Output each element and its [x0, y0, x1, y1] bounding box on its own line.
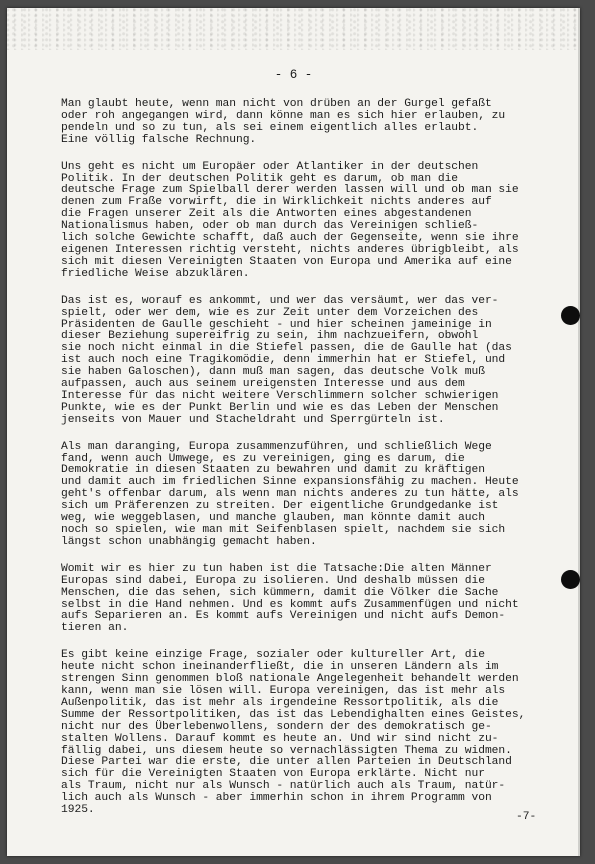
- text-line: Womit wir es hier zu tun haben ist die Tatsache:Die alten Männer: [61, 562, 492, 575]
- text-line: weg, wie weggeblasen, und manche glauben, man könnte damit auch: [61, 512, 485, 525]
- text-line: deutsche Frage zum Spielball derer werden lassen will und ob man sie: [61, 184, 519, 197]
- text-line: lich solche Gewichte schafft, daß auch der Gegenseite, wenn sie ihre: [61, 232, 519, 245]
- text-line: sich um Präferenzen zu streiten. Der eigentliche Grundgedanke ist: [61, 500, 499, 513]
- text-line: Europas sind dabei, Europa zu isolieren. Und deshalb müssen die: [61, 574, 485, 587]
- text-line: oder roh angegangen wird, dann könne man es sich hier erlauben, zu: [61, 109, 506, 122]
- text-line: nicht nur des Überlebenwollens, sondern der des demokratisch ge-: [61, 720, 492, 733]
- text-line: geht's offenbar darum, als wenn man nichts anderes zu tun hätte, als: [61, 488, 519, 501]
- text-line: 1925.: [61, 804, 95, 817]
- text-line: pendeln und so zu tun, als sei einem eigentlich alles erlaubt.: [61, 121, 479, 134]
- text-line: sich mit diesen Vereinigten Staaten von Europa und Amerika auf eine: [61, 255, 512, 268]
- text-line: fand, wenn auch Umwege, es zu vereinigen, ging es darum, die: [61, 452, 465, 465]
- scan-noise: [7, 8, 580, 50]
- paragraph: [61, 162, 571, 281]
- text-line: fällig dabei, uns diesem heute so vernachlässigten Thema zu widmen.: [61, 744, 512, 757]
- text-line: Menschen, die das sehen, sich kümmern, damit die Völker die Sache: [61, 586, 499, 599]
- text-line: Außenpolitik, das ist mehr als irgendeine Ressortpolitik, als die: [61, 696, 499, 709]
- text-line: noch so spielen, wie man mit Seifenblasen spielt, nachdem sie sich: [61, 524, 506, 536]
- text-line: stalten Wollens. Darauf kommt es heute an. Und wir sind nicht zu-: [61, 732, 499, 745]
- text-line: Summe der Ressortpolitiken, das ist das Lebendighalten eines Geistes,: [61, 708, 526, 721]
- text-line: die Fragen unserer Zeit als die Antworten eines abgestandenen: [61, 208, 472, 221]
- text-line: sie noch nicht einmal in die Stiefel passen, die de Gaulle hat (das: [61, 342, 512, 355]
- text-line: Als man daranging, Europa zusammenzuführen, und schließlich Wege: [61, 440, 492, 453]
- text-line: Das ist es, worauf es ankommt, und wer das versäumt, wer das ver-: [61, 294, 499, 307]
- text-line: Interesse für das nicht weitere Verschlimmern solcher schwierigen: [61, 389, 499, 402]
- text-line: aufpassen, auch aus seinem ureigensten Interesse und aus dem: [61, 378, 465, 391]
- paragraph: [61, 99, 571, 147]
- text-line: tieren an.: [61, 622, 129, 635]
- text-line: Politik. In der deutschen Politik geht es darum, ob man die: [61, 172, 459, 185]
- text-line: Eine völlig falsche Rechnung.: [61, 133, 257, 146]
- text-line: denen zum Fraße vorwirft, die in Wirklichkeit nichts anderes auf: [61, 196, 492, 209]
- text-line: sie haben Galoschen), dann muß man sagen, das deutsche Volk muß: [61, 366, 485, 379]
- text-line: Man glaubt heute, wenn man nicht von drüben an der Gurgel gefaßt: [61, 98, 492, 110]
- text-line: Es gibt keine einzige Frage, sozialer oder kultureller Art, die: [61, 649, 485, 662]
- document-page: [7, 8, 580, 856]
- page-edge: [578, 8, 580, 856]
- text-line: Demokratie in diesen Staaten zu bewahren und damit zu kräftigen: [61, 464, 485, 477]
- punch-hole: [561, 570, 580, 589]
- paragraph: [61, 564, 571, 635]
- text-line: selbst in die Hand nehmen. Und es kommt aufs Zusammenfügen und nicht: [61, 598, 519, 611]
- paragraph: [61, 650, 571, 817]
- text-line: sich für die Vereinigten Staaten von Europa erklärte. Nicht nur: [61, 768, 485, 781]
- text-line: und damit auch im friedlichen Sinne expansionsfähig zu machen. Heute: [61, 476, 519, 489]
- text-line: heute nicht schon ineinanderfließt, die in unseren Ländern als im: [61, 661, 499, 674]
- text-line: eigenen Interessen richtig versteht, nichts anderes übrigbleibt, als: [61, 243, 519, 256]
- text-line: Punkte, wie es der Punkt Berlin und wie es das Leben der Menschen: [61, 401, 499, 414]
- text-line: Nationalismus haben, oder ob man durch das Vereinigen schließ-: [61, 220, 479, 233]
- text-line: friedliche Weise abzuklären.: [61, 267, 250, 280]
- text-line: lich auch als Wunsch - aber immerhin schon in ihrem Programm von: [61, 792, 492, 805]
- page-number: - 6 -: [274, 68, 313, 82]
- text-line: spielt, oder wer dem, wie es zur Zeit unter dem Vorzeichen des: [61, 306, 479, 319]
- text-line: als Traum, nicht nur als Wunsch - natürlich auch als Traum, natür-: [61, 780, 506, 793]
- text-line: Diese Partei war die erste, die unter allen Parteien in Deutschland: [61, 756, 512, 769]
- text-line: Uns geht es nicht um Europäer oder Atlantiker in der deutschen: [61, 160, 479, 173]
- text-line: dieser Beziehung supereifrig zu sein, ihm nachzueifern, obwohl: [61, 330, 479, 343]
- text-line: Präsidenten de Gaulle geschieht - und hier scheinen jameinige in: [61, 318, 492, 331]
- text-line: strengen Sinn genommen bloß nationale Angelegenheit behandelt werden: [61, 673, 519, 686]
- text-line: aufs Separieren an. Es kommt aufs Vereinigen und nicht aufs Demon-: [61, 610, 506, 623]
- body-text: [61, 99, 571, 832]
- punch-hole: [561, 306, 580, 325]
- text-line: ist auch noch eine Tragikomödie, denn immerhin hat er Stiefel, und: [61, 354, 506, 367]
- text-line: jenseits von Mauer und Stacheldraht und Sperrgürteln ist.: [61, 413, 445, 426]
- paragraph: [61, 296, 571, 427]
- paragraph: [61, 442, 571, 549]
- text-line: längst schon unabhängig gemacht haben.: [61, 535, 317, 548]
- text-line: kann, wenn man sie lösen will. Europa vereinigen, das ist mehr als: [61, 684, 506, 697]
- next-page-marker: -7-: [516, 811, 537, 823]
